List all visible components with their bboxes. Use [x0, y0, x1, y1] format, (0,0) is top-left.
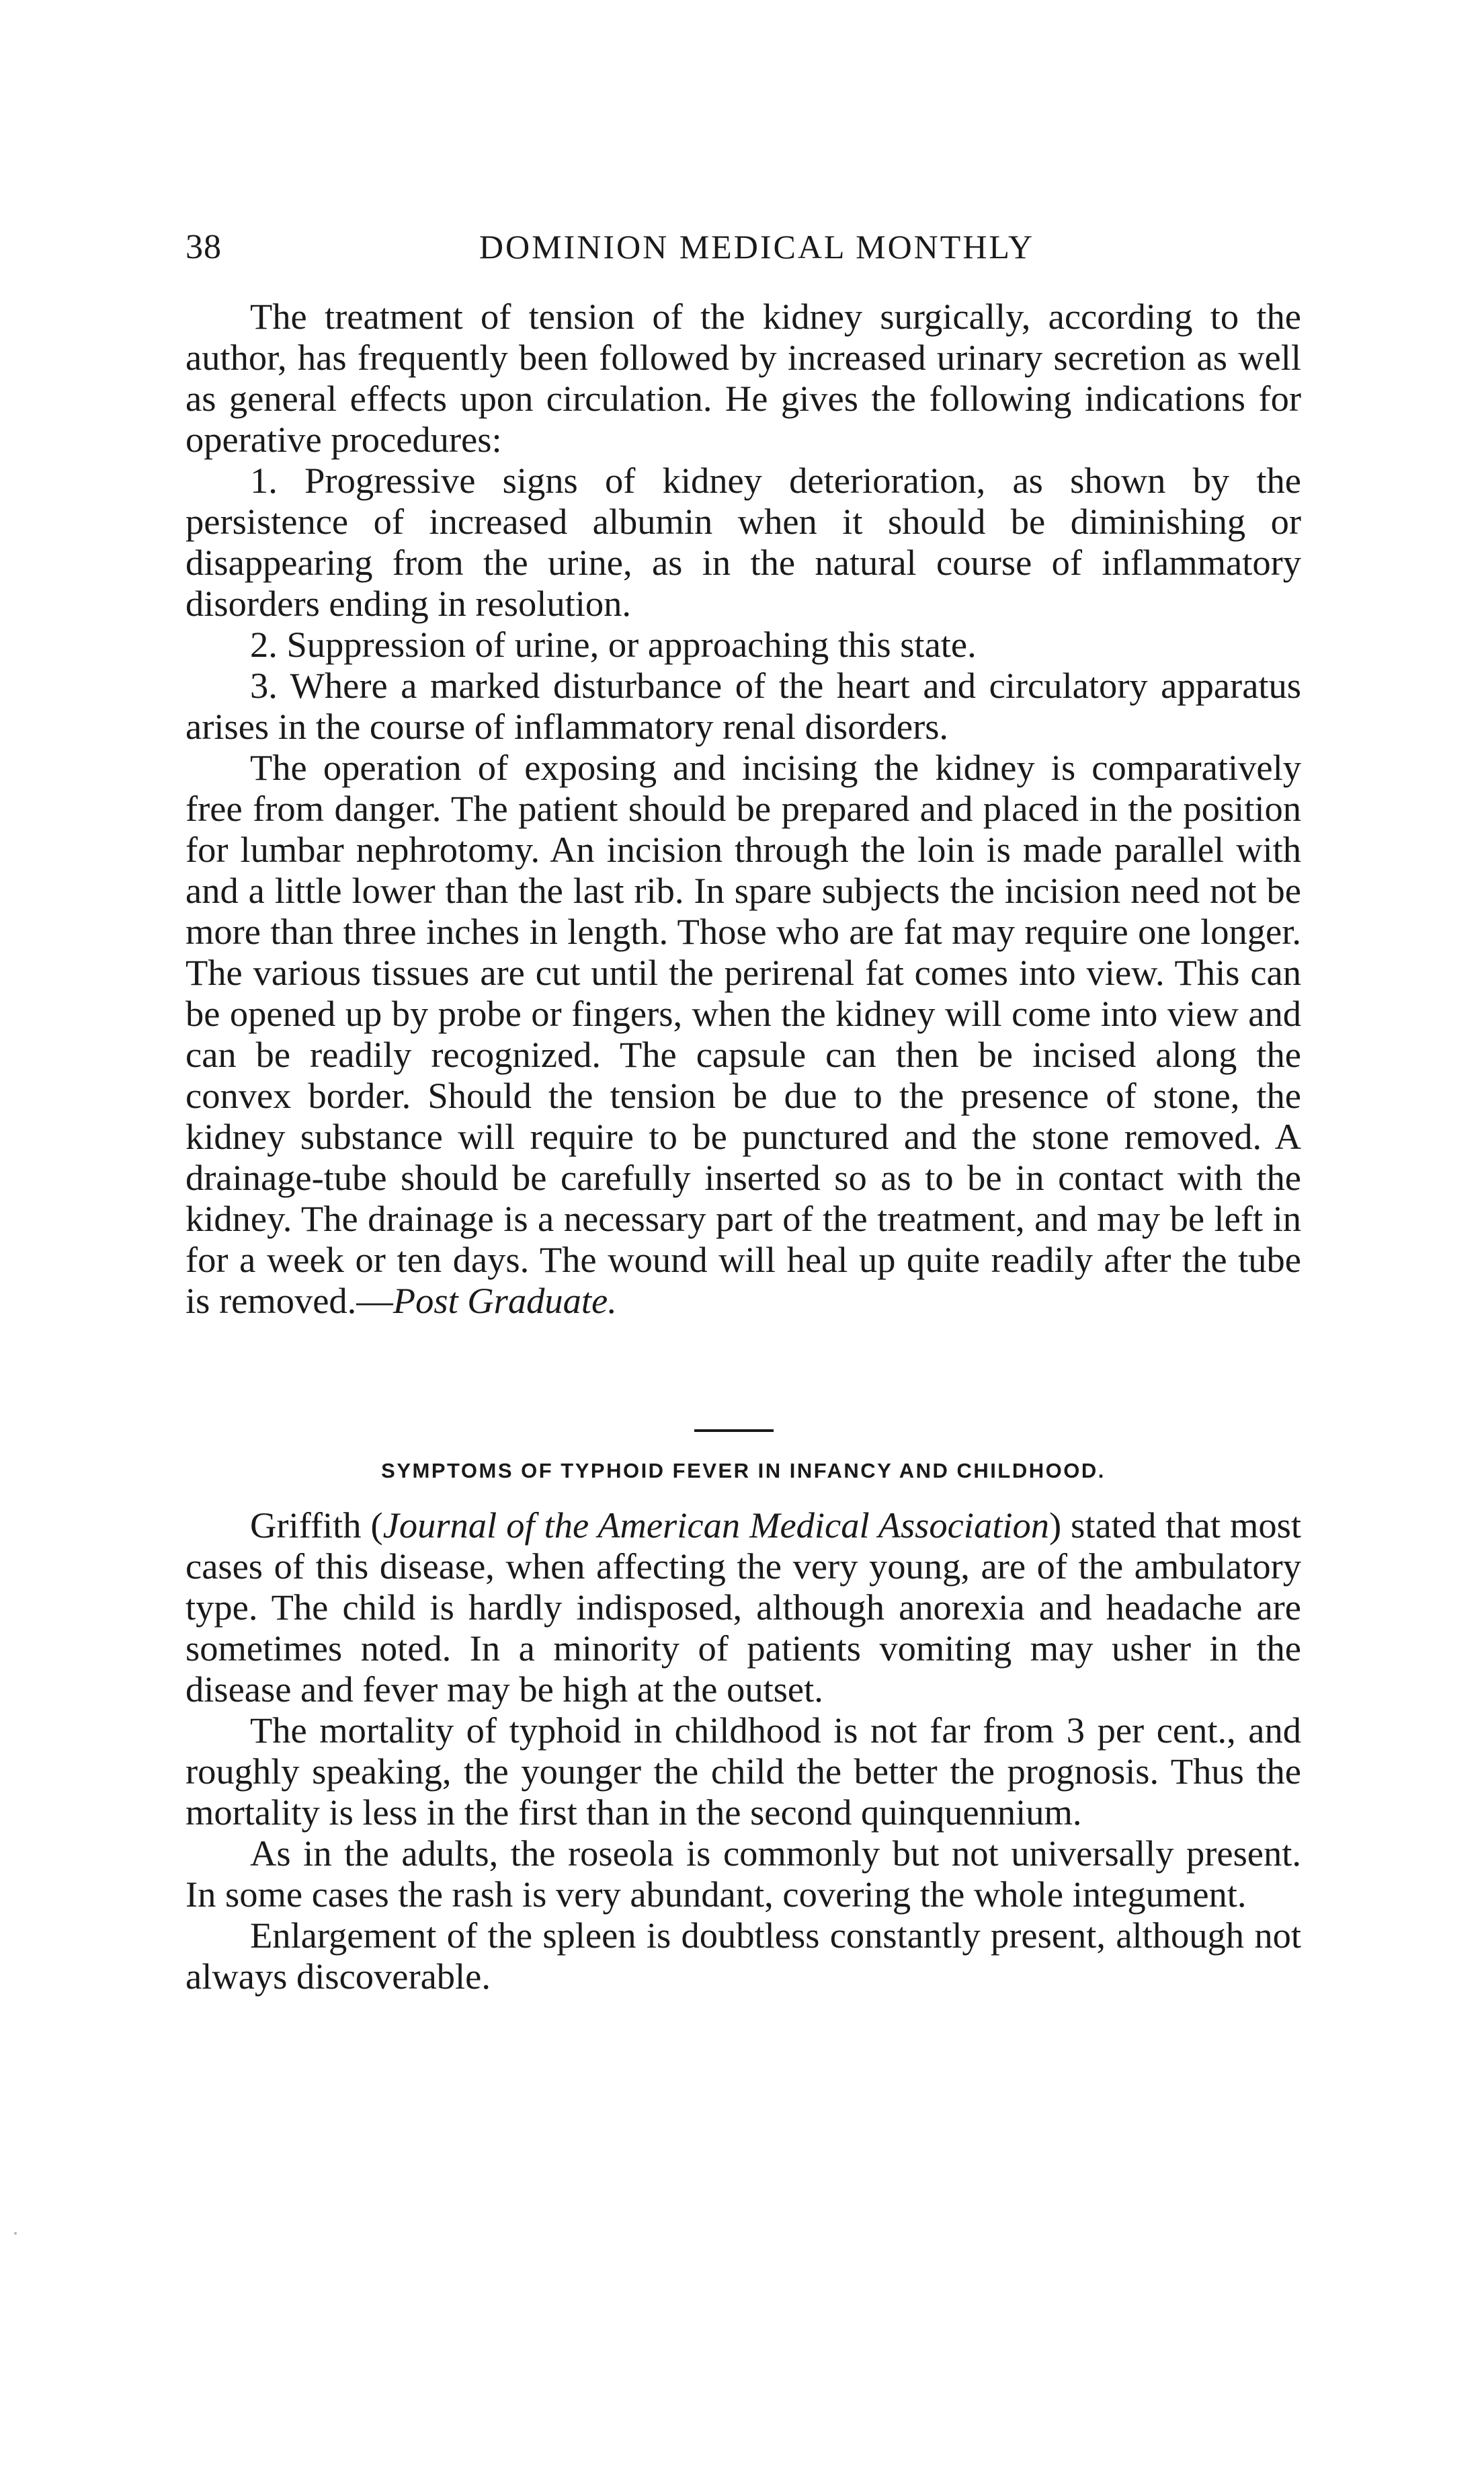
running-head: DOMINION MEDICAL MONTHLY	[479, 228, 1035, 266]
griffith-text: ) stated that most cases of this disease, when affecting the very young, are of the ambulatory type. The child is hardly indisposed, although anorexia and headache are sometimes noted. In a minority of patients vomiting may usher in the disease and fever may be high at the outset.	[186, 1505, 1301, 1710]
kidney-article	[186, 296, 1301, 1321]
mortality-paragraph: The mortality of typhoid in childhood is not far from 3 per cent., and roughly speaking, the younger the child the better the prognosis. Thus the mortality is less in the first than in the second quinquennium.	[186, 1710, 1301, 1833]
roseola-paragraph: As in the adults, the roseola is commonly but not universally present. In some cases the rash is very abundant, covering the whole integument.	[186, 1833, 1301, 1915]
griffith-paragraph	[186, 1505, 1301, 1710]
source-citation: Post Graduate.	[393, 1280, 617, 1321]
indication-2: 2. Suppression of urine, or approaching this state.	[250, 624, 977, 665]
section-heading: SYMPTOMS OF TYPHOID FEVER IN INFANCY AND CHILDHOOD.	[381, 1459, 1106, 1482]
spleen-paragraph: Enlargement of the spleen is doubtless constantly present, although not always discoverable.	[186, 1915, 1301, 1997]
griffith-name: Griffith (	[250, 1505, 383, 1546]
indication-1: 1. Progressive signs of kidney deterioration, as shown by the persistence of increased albumin when it should be diminishing or disappearing from the urine, as in the natural course of inflammatory disorders ending in resolution.	[186, 460, 1301, 624]
margin-speck	[14, 2232, 17, 2235]
page-header	[186, 227, 1301, 274]
operation-text: The operation of exposing and incising the kidney is comparatively free from danger. The patient should be prepared and placed in the position for lumbar nephrotomy. An incision through the loin is made parallel with and a little lower than the last rib. In spare subjects the incision need not be more than three inches in length. Those who are fat may require one longer. The various tissues are cut until the perirenal fat comes into view. This can be opened up by probe or fingers, when the kidney will come into view and can be readily recognized. The capsule can then be incised along the convex border. Should the tension be due to the presence of stone, the kidney substance will require to be punctured and the stone removed. A drainage-tube should be carefully inserted so as to be in contact with the kidney. The drainage is a necessary part of the treatment, and may be left in for a week or ten days. The wound will heal up quite readily after the tube is removed.—	[186, 747, 1301, 1321]
kidney-intro-paragraph: The treatment of tension of the kidney surgically, according to the author, has frequently been followed by increased urinary secretion as well as general effects upon circulation. He gives the following indications for operative procedures:	[186, 296, 1301, 460]
page-number: 38	[186, 228, 222, 266]
indication-3: 3. Where a marked disturbance of the heart and circulatory apparatus arises in the course of inflammatory renal disorders.	[186, 665, 1301, 747]
typhoid-article	[186, 1505, 1301, 1997]
journal-title: Journal of the American Medical Association	[382, 1505, 1049, 1546]
section-divider	[694, 1429, 774, 1432]
operation-paragraph	[186, 747, 1301, 1321]
